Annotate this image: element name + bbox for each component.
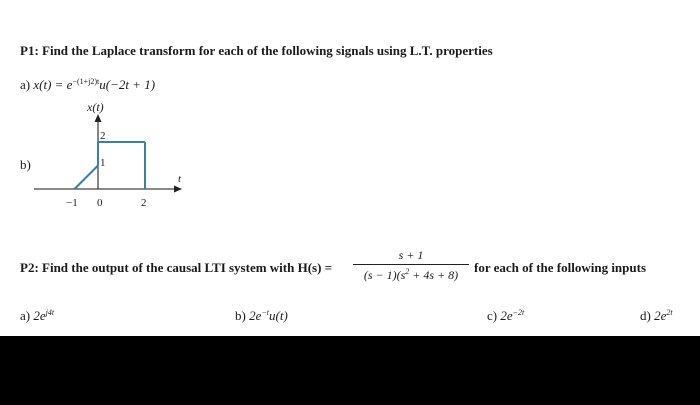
problem-2-title: P2: Find the output of the causal LTI system with H(s) = (20, 260, 333, 275)
signal-segment-0 (75, 166, 99, 190)
input-a-base: 2e (33, 308, 46, 323)
signal-label: x(t) (87, 100, 104, 114)
input-d (640, 309, 673, 322)
tick-label-2: 2 (141, 197, 147, 209)
part-a-lhs: x(t) = e (33, 77, 73, 92)
transfer-function-denominator (353, 268, 469, 283)
input-b-label: b) (235, 308, 246, 323)
input-a-label: a) (20, 308, 31, 323)
input-d-label: d) (640, 308, 651, 323)
input-a (20, 309, 54, 322)
input-d-base: 2e (654, 308, 667, 323)
denominator-part-1: (s − 1)(s (363, 268, 406, 282)
t-axis-arrow-icon (174, 186, 182, 193)
problem-2-tail: for each of the following inputs (474, 260, 647, 275)
signal-waveform (75, 142, 146, 189)
input-b-tail: u(t) (269, 308, 288, 323)
fraction-bar (353, 264, 469, 265)
t-axis-label: t (178, 173, 182, 185)
part-b-label: b) (20, 157, 31, 172)
denominator-exponent: 2 (405, 267, 410, 276)
input-c-label: c) (487, 308, 498, 323)
x-axis-arrow-icon (95, 114, 102, 122)
input-b-exponent: −t (261, 308, 269, 317)
input-c-base: 2e (500, 308, 513, 323)
level-label-1: 1 (100, 157, 106, 169)
input-d-exponent: 2t (666, 308, 673, 317)
input-b-base: 2e (249, 308, 262, 323)
problem-1-title: P1: Find the Laplace transform for each of the following signals using L.T. properties (20, 43, 493, 58)
transfer-function-fraction (353, 244, 469, 284)
part-a-exponent: −(1+j2)t (72, 77, 100, 86)
part-a-rhs: u(−2t + 1) (99, 77, 156, 92)
tick-label-0: 0 (97, 197, 103, 209)
level-label-2: 2 (100, 130, 106, 142)
denominator-part-2: + 4s + 8) (409, 268, 459, 282)
transfer-function-numerator: s + 1 (398, 248, 424, 262)
part-a-label: a) (20, 77, 31, 92)
tick-label-neg1: −1 (66, 197, 78, 209)
input-b (235, 309, 288, 322)
input-a-exponent: j4t (45, 308, 55, 317)
input-c-exponent: −2t (512, 308, 525, 317)
input-c (487, 309, 524, 322)
